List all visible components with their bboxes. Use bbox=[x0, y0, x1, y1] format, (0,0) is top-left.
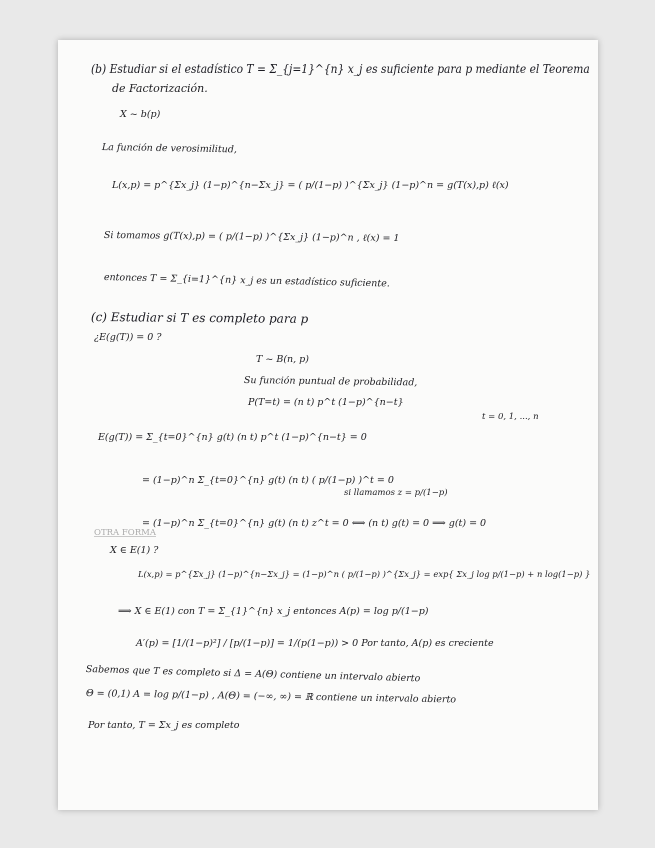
natural-parameter-line: ⟹ X ∈ E(1) con T = Σ_{1}^{n} x_j entonces A(p) = log p/(1−p) bbox=[118, 606, 429, 617]
exponential-form: L(x,p) = p^{Σx_j} (1−p)^{n−Σx_j} = (1−p)^n ( p/(1−p) )^{Σx_j} = exp{ Σx_j log p/(1−p) + n log(1−p) } bbox=[138, 570, 591, 580]
expectation-question: ¿E(g(T)) = 0 ? bbox=[94, 332, 162, 343]
pmf-equation: P(T=t) = (n t) p^t (1−p)^{n−t} bbox=[248, 397, 404, 408]
exponential-family-question: X ∈ E(1) ? bbox=[110, 545, 159, 556]
parameter-space-line: Θ = (0,1) A = log p/(1−p) , A(Θ) = (−∞, ∞) = ℝ contiene un intervalo abierto bbox=[85, 688, 457, 706]
likelihood-equation: L(x,p) = p^{Σx_j} (1−p)^{n−Σx_j} = ( p/(1−p) )^{Σx_j} (1−p)^n = g(T(x),p) ℓ(x) bbox=[112, 180, 509, 191]
part-c-heading: (c) Estudiar si T es completo para p bbox=[90, 310, 309, 326]
scanned-page bbox=[58, 40, 598, 810]
likelihood-intro: La función de verosimilitud, bbox=[101, 142, 237, 156]
completeness-criterion: Sabemos que T es completo si Δ = A(Θ) contiene un intervalo abierto bbox=[85, 664, 421, 685]
sufficiency-conclusion: entonces T = Σ_{i=1}^{n} x_j es un estadístico suficiente. bbox=[103, 272, 390, 290]
binomial-line: T ~ B(n, p) bbox=[256, 354, 309, 365]
substitution-note: si llamamos z = p/(1−p) bbox=[344, 488, 448, 498]
distribution-line: X ~ b(p) bbox=[120, 109, 161, 120]
expectation-sum: E(g(T)) = Σ_{t=0}^{n} g(t) (n t) p^t (1−p)^{n−t} = 0 bbox=[98, 432, 367, 443]
alternative-method-label: OTRA FORMA bbox=[94, 528, 156, 538]
part-b-heading: (b) Estudiar si el estadístico T = Σ_{j=1}^{n} x_j es suficiente para p mediante el Teorema bbox=[91, 62, 590, 76]
polynomial-conclusion: = (1−p)^n Σ_{t=0}^{n} g(t) (n t) z^t = 0 ⟺ (n t) g(t) = 0 ⟹ g(t) = 0 bbox=[142, 518, 487, 529]
support-range: t = 0, 1, ..., n bbox=[482, 412, 539, 422]
factored-sum: = (1−p)^n Σ_{t=0}^{n} g(t) (n t) ( p/(1−p) )^t = 0 bbox=[142, 475, 394, 486]
factor-choice: Si tomamos g(T(x),p) = ( p/(1−p) )^{Σx_j} (1−p)^n , ℓ(x) = 1 bbox=[103, 230, 400, 245]
derivative-line: A′(p) = [1/(1−p)²] / [p/(1−p)] = 1/(p(1−p)) > 0 Por tanto, A(p) es creciente bbox=[136, 638, 494, 649]
pmf-intro: Su función puntual de probabilidad, bbox=[243, 375, 418, 389]
part-b-heading-cont: de Factorización. bbox=[112, 82, 208, 95]
final-conclusion: Por tanto, T = Σx_j es completo bbox=[88, 720, 240, 731]
